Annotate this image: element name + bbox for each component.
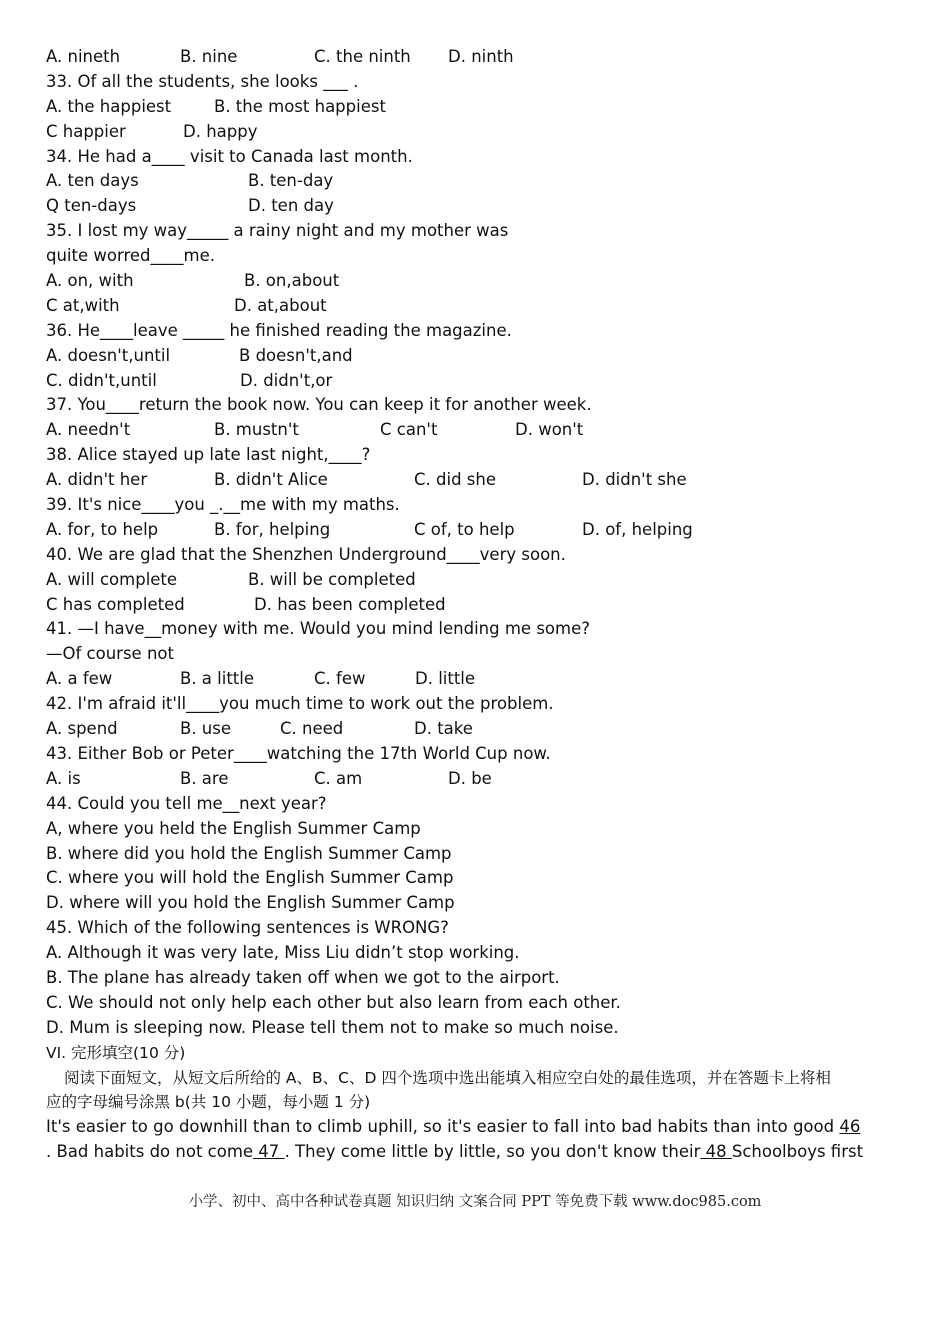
option-d: D. of, helping: [582, 519, 693, 539]
q36-options-cd: [46, 369, 908, 394]
question-stem: 37. You____return the book now. You can keep it for another week.: [46, 395, 592, 415]
question-stem: 44. Could you tell me__next year?: [46, 793, 327, 813]
question-stem: 45. Which of the following sentences is WRONG?: [46, 918, 449, 938]
option-a: A. ten days: [46, 171, 139, 191]
option-c: C. didn't,until: [46, 370, 157, 390]
question-stem: 39. It's nice____you _.__me with my maths.: [46, 495, 400, 515]
q40-options-cd: [46, 593, 908, 618]
q34-options-cd: [46, 194, 908, 219]
q43-options: [46, 767, 908, 792]
question-stem: 34. He had a____ visit to Canada last month.: [46, 146, 413, 166]
page-footer: 小学、初中、高中各种试卷真题 知识归纳 文案合同 PPT 等免费下载 www.doc985.com: [188, 1194, 762, 1210]
option-d: D. has been completed: [254, 594, 446, 614]
option-a: A. for, to help: [46, 519, 159, 539]
option-c: C. did she: [414, 470, 496, 490]
q35-options-cd: [46, 294, 908, 319]
option-d: D. ninth: [448, 47, 514, 66]
option-d: D. at,about: [234, 295, 327, 315]
option-c: C of, to help: [414, 519, 515, 539]
passage-text: . They come little by little, so you don't know their: [284, 1142, 701, 1162]
option-b: B. a little: [180, 669, 255, 689]
passage-text: It's easier to go downhill than to climb uphill, so it's easier to fall into bad habits than into good: [46, 1117, 840, 1137]
blank-46: 46: [839, 1117, 861, 1137]
q36-options-ab: [46, 344, 908, 369]
exam-page: [46, 45, 908, 1165]
question-stem: 42. I'm afraid it'll____you much time to work out the problem.: [46, 694, 554, 714]
option-a: A. spend: [46, 719, 118, 739]
option-a: A. nineth: [46, 47, 121, 66]
option-b: B. nine: [180, 47, 238, 66]
question-stem: 41. —I have__money with me. Would you mind lending me some?: [46, 619, 591, 639]
option-b: B. mustn't: [214, 420, 299, 440]
question-stem-cont: —Of course not: [46, 644, 174, 664]
option-c: C. the ninth: [314, 47, 411, 66]
option-b: B. The plane has already taken off when we got to the airport.: [46, 967, 560, 987]
q34-options-ab: [46, 169, 908, 194]
section-instructions: 阅读下面短文，从短文后所给的 A、B、C、D 四个选项中选出能填入相应空白处的最佳选项，并在答题卡上将相: [64, 1068, 831, 1087]
q42-options: [46, 717, 908, 742]
option-c: C. am: [314, 768, 363, 788]
option-d: D. didn't she: [582, 470, 687, 490]
option-d: D. where will you hold the English Summer Camp: [46, 893, 455, 913]
option-c: C. few: [314, 669, 366, 689]
passage-text: . Bad habits do not come: [46, 1142, 254, 1162]
option-b: B. where did you hold the English Summer Camp: [46, 843, 452, 863]
option-a: A. on, with: [46, 271, 134, 291]
option-d: D. ten day: [248, 196, 334, 216]
question-stem-cont: quite worred____me.: [46, 246, 215, 266]
option-b: B. are: [180, 768, 229, 788]
q40-options-ab: [46, 568, 908, 593]
q38-options: [46, 468, 908, 493]
question-stem: 43. Either Bob or Peter____watching the 17th World Cup now.: [46, 743, 551, 763]
option-a: A. needn't: [46, 420, 131, 440]
option-a: A. will complete: [46, 569, 178, 589]
blank-47: 47: [253, 1142, 285, 1162]
option-b: B. use: [180, 719, 232, 739]
option-b: B. will be completed: [248, 569, 416, 589]
q35-options-ab: [46, 269, 908, 294]
option-a: A. the happiest: [46, 96, 172, 116]
passage-line-1: [46, 1115, 908, 1140]
q33-options-cd: [46, 120, 908, 145]
option-b: B doesn't,and: [239, 345, 353, 365]
option-b: B. the most happiest: [214, 96, 386, 116]
passage-line-2: [46, 1140, 908, 1165]
option-d: D. didn't,or: [240, 370, 333, 390]
section-title: VI. 完形填空(10 分): [46, 1043, 186, 1062]
option-d: D. take: [414, 719, 473, 739]
option-b: B. on,about: [244, 271, 340, 291]
question-stem: 35. I lost my way_____ a rainy night and my mother was: [46, 221, 509, 241]
question-stem: 36. He____leave _____ he finished reading the magazine.: [46, 320, 512, 340]
section-instructions-cont: 应的字母编号涂黑 b(共 10 小题，每小题 1 分): [46, 1093, 371, 1112]
question-stem: 38. Alice stayed up late last night,____?: [46, 445, 371, 465]
option-b: B. ten-day: [248, 171, 334, 191]
option-c: Q ten-days: [46, 196, 137, 216]
option-c: C happier: [46, 121, 126, 141]
option-c: C. We should not only help each other but also learn from each other.: [46, 992, 621, 1012]
option-a: A. didn't her: [46, 470, 148, 490]
option-d: D. Mum is sleeping now. Please tell them not to make so much noise.: [46, 1017, 619, 1037]
option-d: D. little: [415, 669, 476, 689]
option-c: C. need: [280, 719, 344, 739]
q33-options-ab: [46, 95, 908, 120]
option-c: C can't: [380, 420, 438, 440]
option-c: C at,with: [46, 295, 120, 315]
blank-48: 48: [700, 1142, 732, 1162]
passage-text: Schoolboys first: [731, 1142, 864, 1162]
option-a: A. Although it was very late, Miss Liu didn’t stop working.: [46, 943, 520, 963]
option-a: A. doesn't,until: [46, 345, 171, 365]
option-b: B. for, helping: [214, 519, 331, 539]
option-b: B. didn't Alice: [214, 470, 328, 490]
option-d: D. won't: [515, 420, 584, 440]
option-d: D. be: [448, 768, 492, 788]
q37-options: [46, 418, 908, 443]
q32-options: [46, 45, 908, 70]
option-c: C. where you will hold the English Summer Camp: [46, 868, 454, 888]
option-a: A, where you held the English Summer Camp: [46, 818, 421, 838]
option-a: A. a few: [46, 669, 113, 689]
question-stem: 33. Of all the students, she looks ___ .: [46, 71, 359, 91]
question-stem: 40. We are glad that the Shenzhen Underground____very soon.: [46, 544, 566, 564]
q41-options: [46, 667, 908, 692]
option-a: A. is: [46, 768, 81, 788]
q39-options: [46, 518, 908, 543]
option-c: C has completed: [46, 594, 185, 614]
option-d: D. happy: [183, 121, 258, 141]
